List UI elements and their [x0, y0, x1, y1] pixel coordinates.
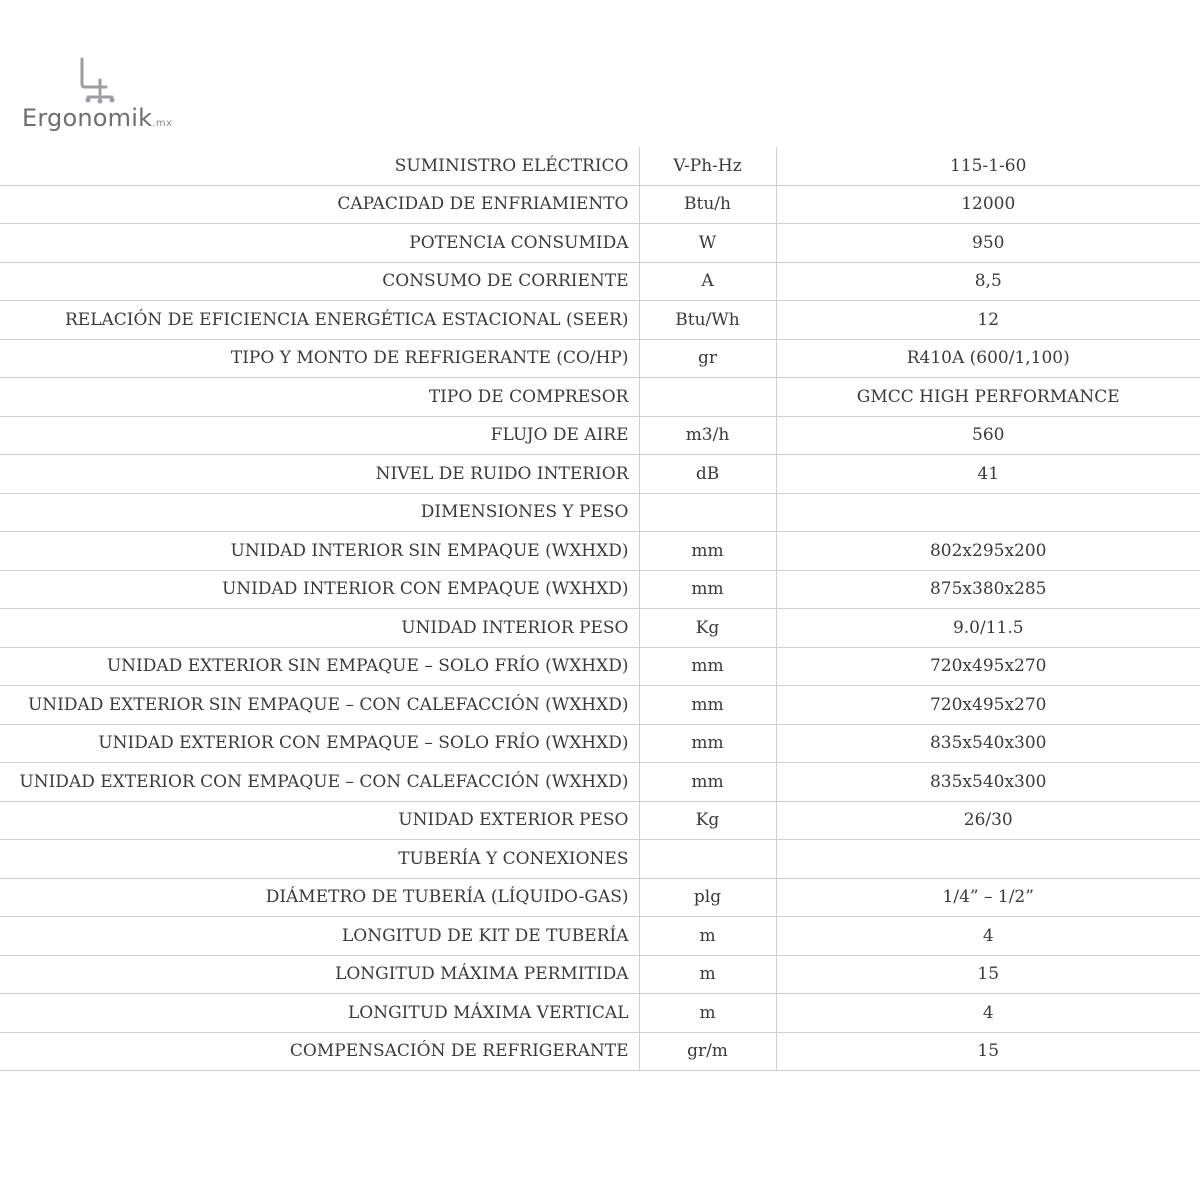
spec-value: 9.0/11.5 [776, 609, 1200, 648]
spec-unit: plg [639, 878, 776, 917]
table-row [0, 878, 1200, 917]
spec-label: DIMENSIONES Y PESO [0, 493, 639, 532]
spec-value: 875x380x285 [776, 570, 1200, 609]
spec-unit: Kg [639, 801, 776, 840]
table-row [0, 801, 1200, 840]
spec-label: SUMINISTRO ELÉCTRICO [0, 147, 639, 185]
spec-unit: m [639, 955, 776, 994]
brand-wordmark [22, 104, 173, 138]
table-row [0, 724, 1200, 763]
table-row [0, 493, 1200, 532]
spec-value: GMCC HIGH PERFORMANCE [776, 378, 1200, 417]
spec-value: 115-1-60 [776, 147, 1200, 185]
spec-label: UNIDAD EXTERIOR CON EMPAQUE – CON CALEFACCIÓN (WXHXD) [0, 763, 639, 802]
spec-label: LONGITUD MÁXIMA PERMITIDA [0, 955, 639, 994]
spec-unit [639, 378, 776, 417]
table-row [0, 455, 1200, 494]
spec-label: TIPO DE COMPRESOR [0, 378, 639, 417]
spec-label: LONGITUD MÁXIMA VERTICAL [0, 994, 639, 1033]
table-row [0, 955, 1200, 994]
spec-label: UNIDAD INTERIOR PESO [0, 609, 639, 648]
spec-value: 950 [776, 224, 1200, 263]
spec-unit: m [639, 994, 776, 1033]
spec-unit: mm [639, 647, 776, 686]
spec-value [776, 493, 1200, 532]
spec-unit: mm [639, 763, 776, 802]
spec-label: POTENCIA CONSUMIDA [0, 224, 639, 263]
spec-value: 4 [776, 994, 1200, 1033]
spec-value: 8,5 [776, 262, 1200, 301]
spec-unit [639, 840, 776, 879]
spec-label: COMPENSACIÓN DE REFRIGERANTE [0, 1032, 639, 1071]
spec-label: TUBERÍA Y CONEXIONES [0, 840, 639, 879]
spec-unit: mm [639, 686, 776, 725]
office-chair-icon [74, 56, 134, 104]
table-row [0, 570, 1200, 609]
spec-value: 835x540x300 [776, 724, 1200, 763]
table-row [0, 378, 1200, 417]
table-row [0, 840, 1200, 879]
spec-value: 560 [776, 416, 1200, 455]
brand-tld: .mx [152, 118, 173, 129]
spec-unit: m [639, 917, 776, 956]
spec-unit: mm [639, 532, 776, 571]
spec-unit: mm [639, 724, 776, 763]
spec-table-body [0, 147, 1200, 1071]
table-row [0, 763, 1200, 802]
table-row [0, 339, 1200, 378]
spec-unit: mm [639, 570, 776, 609]
spec-label: CONSUMO DE CORRIENTE [0, 262, 639, 301]
spec-unit: dB [639, 455, 776, 494]
spec-value: 802x295x200 [776, 532, 1200, 571]
spec-unit [639, 493, 776, 532]
spec-value: 720x495x270 [776, 647, 1200, 686]
brand-logo [22, 56, 182, 136]
spec-unit: gr/m [639, 1032, 776, 1071]
table-row [0, 185, 1200, 224]
table-row [0, 262, 1200, 301]
table-row [0, 609, 1200, 648]
spec-unit: V-Ph-Hz [639, 147, 776, 185]
spec-value: 835x540x300 [776, 763, 1200, 802]
spec-unit: W [639, 224, 776, 263]
spec-table [0, 147, 1200, 1071]
spec-value: 26/30 [776, 801, 1200, 840]
spec-value: 720x495x270 [776, 686, 1200, 725]
spec-label: UNIDAD EXTERIOR PESO [0, 801, 639, 840]
table-row [0, 917, 1200, 956]
spec-value [776, 840, 1200, 879]
table-row [0, 147, 1200, 185]
spec-unit: Btu/Wh [639, 301, 776, 340]
spec-unit: Kg [639, 609, 776, 648]
spec-value: 4 [776, 917, 1200, 956]
brand-name: Ergonomik [22, 104, 153, 132]
spec-unit: m3/h [639, 416, 776, 455]
spec-value: 41 [776, 455, 1200, 494]
table-row [0, 301, 1200, 340]
table-row [0, 1032, 1200, 1071]
table-row [0, 686, 1200, 725]
spec-label: UNIDAD EXTERIOR SIN EMPAQUE – SOLO FRÍO (WXHXD) [0, 647, 639, 686]
spec-value: 1/4” – 1/2” [776, 878, 1200, 917]
table-row [0, 647, 1200, 686]
spec-label: UNIDAD INTERIOR CON EMPAQUE (WXHXD) [0, 570, 639, 609]
spec-value: 12 [776, 301, 1200, 340]
spec-value: 12000 [776, 185, 1200, 224]
spec-label: RELACIÓN DE EFICIENCIA ENERGÉTICA ESTACIONAL (SEER) [0, 301, 639, 340]
spec-value: 15 [776, 955, 1200, 994]
table-row [0, 532, 1200, 571]
spec-label: TIPO Y MONTO DE REFRIGERANTE (CO/HP) [0, 339, 639, 378]
table-row [0, 994, 1200, 1033]
spec-label: CAPACIDAD DE ENFRIAMIENTO [0, 185, 639, 224]
spec-label: FLUJO DE AIRE [0, 416, 639, 455]
spec-label: UNIDAD EXTERIOR CON EMPAQUE – SOLO FRÍO (WXHXD) [0, 724, 639, 763]
spec-unit: A [639, 262, 776, 301]
spec-label: DIÁMETRO DE TUBERÍA (LÍQUIDO-GAS) [0, 878, 639, 917]
spec-unit: Btu/h [639, 185, 776, 224]
spec-label: UNIDAD EXTERIOR SIN EMPAQUE – CON CALEFACCIÓN (WXHXD) [0, 686, 639, 725]
spec-unit: gr [639, 339, 776, 378]
spec-label: UNIDAD INTERIOR SIN EMPAQUE (WXHXD) [0, 532, 639, 571]
spec-label: NIVEL DE RUIDO INTERIOR [0, 455, 639, 494]
spec-value: R410A (600/1,100) [776, 339, 1200, 378]
table-row [0, 416, 1200, 455]
spec-label: LONGITUD DE KIT DE TUBERÍA [0, 917, 639, 956]
table-row [0, 224, 1200, 263]
spec-value: 15 [776, 1032, 1200, 1071]
